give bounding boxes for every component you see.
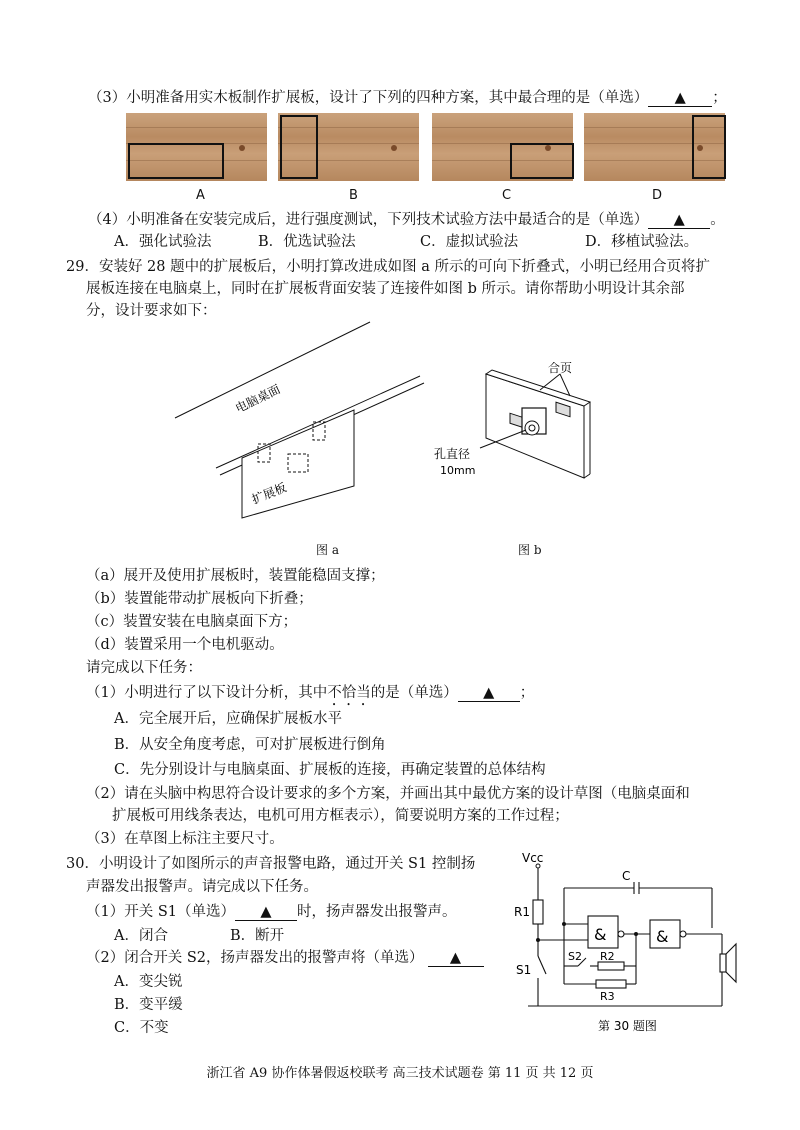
- hole-label-1: 孔直径: [434, 447, 471, 461]
- gate1-symbol: &: [594, 925, 607, 944]
- capacitor-label: C: [622, 869, 631, 883]
- plank-option-c: [432, 113, 573, 181]
- desk-label: 电脑桌面: [233, 382, 283, 416]
- board-label: 扩展板: [249, 480, 289, 507]
- s2-label: S2: [568, 950, 582, 963]
- plank-option-d: [584, 113, 725, 181]
- answer-blank[interactable]: ▲: [648, 212, 710, 229]
- q29-t1-choice-b[interactable]: B．从安全角度考虑，可对扩展板进行倒角: [114, 737, 386, 753]
- q28-3-stem: （3）小明准备用实木板制作扩展板，设计了下列的四种方案，其中最合理的是（单选） ▲ ；: [88, 90, 727, 106]
- q30-t2-choice-a[interactable]: A．变尖锐: [114, 974, 183, 990]
- q30-t1-choice-a[interactable]: A．闭合: [114, 928, 168, 944]
- r1-label: R1: [514, 905, 530, 919]
- answer-blank[interactable]: ▲: [458, 685, 520, 702]
- plank-label-a: A: [196, 188, 205, 203]
- q29-t1-choice-a[interactable]: A．完全展开后，应确保扩展板水平: [114, 711, 342, 727]
- q28-4-choice-a[interactable]: A．强化试验法: [114, 234, 212, 250]
- answer-blank[interactable]: ▲: [428, 950, 484, 967]
- q29-t2-line-1: （2）请在头脑中构思符合设计要求的多个方案，并画出其中最优方案的设计草图（电脑桌面和: [86, 786, 690, 802]
- plank-option-b: [278, 113, 419, 181]
- q30-t1-choice-b[interactable]: B．断开: [230, 928, 285, 944]
- q29-t1-choice-c[interactable]: C．先分别设计与电脑桌面、扩展板的连接，再确定装置的总体结构: [114, 762, 546, 778]
- figure-b: [420, 362, 600, 522]
- figure-a-caption: 图 a: [316, 543, 339, 557]
- q29-intro-line-2: 展板连接在电脑桌上，同时在扩展板背面安装了连接件如图 b 所示。请你帮助小明设计其余部: [86, 281, 685, 297]
- figure-b-caption: 图 b: [518, 543, 542, 557]
- alarm-circuit-diagram: [508, 850, 758, 1040]
- r3-label: R3: [600, 990, 615, 1003]
- requirement-b: （b）装置能带动扩展板向下折叠；: [86, 591, 313, 607]
- plank-label-b: B: [349, 188, 358, 203]
- figure-a: [170, 318, 440, 523]
- plank-label-d: D: [652, 188, 663, 203]
- q29-intro-line-1: 29．安装好 28 题中的扩展板后，小明打算改进成如图 a 所示的可向下折叠式，小明已经用合页将扩: [66, 259, 710, 275]
- q29-t1-stem: （1）小明进行了以下设计分析，其中不恰当的是（单选） ▲ ；: [86, 685, 535, 701]
- q29-t2-line-2: 扩展板可用线条表达，电机可用方框表示），简要说明方案的工作过程；: [112, 808, 569, 824]
- page-footer: 浙江省 A9 协作体暑假返校联考 高三技术试题卷 第 11 页 共 12 页: [206, 1066, 594, 1081]
- q29-intro-line-3: 分，设计要求如下：: [86, 303, 217, 319]
- vcc-label: Vcc: [522, 851, 544, 865]
- gate2-symbol: &: [656, 927, 669, 946]
- q28-4-choice-b[interactable]: B．优选试验法: [258, 234, 356, 250]
- q30-intro-line-2: 声器发出报警声。请完成以下任务。: [86, 879, 318, 895]
- q28-4-choice-d[interactable]: D．移植试验法。: [585, 234, 699, 250]
- s1-label: S1: [516, 963, 532, 977]
- requirement-c: （c）装置安装在电脑桌面下方；: [86, 614, 298, 630]
- hinge-label: 合页: [548, 362, 573, 375]
- r2-label: R2: [600, 950, 615, 963]
- q28-4-choice-c[interactable]: C．虚拟试验法: [420, 234, 519, 250]
- requirement-a: （a）展开及使用扩展板时，装置能稳固支撑；: [86, 568, 385, 584]
- q29-t3: （3）在草图上标注主要尺寸。: [86, 831, 284, 847]
- q30-t2-choice-b[interactable]: B．变平缓: [114, 997, 183, 1013]
- answer-blank[interactable]: ▲: [648, 90, 712, 107]
- q30-t2-choice-c[interactable]: C．不变: [114, 1020, 169, 1036]
- task-title: 请完成以下任务：: [86, 660, 202, 676]
- answer-blank[interactable]: ▲: [235, 904, 297, 921]
- hole-label-2: 10mm: [440, 464, 476, 477]
- q30-intro-line-1: 30．小明设计了如图所示的声音报警电路，通过开关 S1 控制扬: [66, 856, 476, 872]
- q30-t2-stem: （2）闭合开关 S2，扬声器发出的报警声将（单选） ▲: [86, 948, 484, 968]
- q30-t1-stem: （1）开关 S1（单选） ▲ 时，扬声器发出报警声。: [86, 904, 457, 920]
- plank-option-a: [126, 113, 267, 181]
- requirement-d: （d）装置采用一个电机驱动。: [86, 637, 284, 653]
- circuit-caption: 第 30 题图: [598, 1019, 657, 1033]
- q28-4-stem: （4）小明准备在安装完成后，进行强度测试，下列技术试验方法中最适合的是（单选） ▲ 。: [88, 212, 725, 228]
- plank-label-c: C: [502, 188, 512, 203]
